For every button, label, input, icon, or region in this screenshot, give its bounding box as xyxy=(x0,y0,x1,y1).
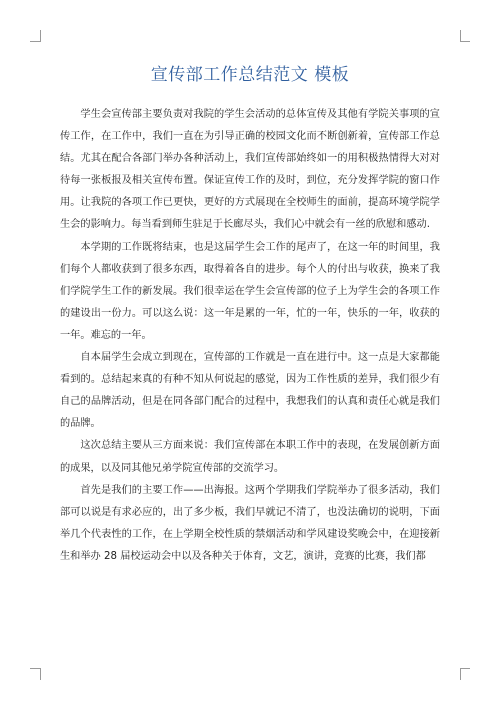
crop-mark-bottom-left-v xyxy=(40,668,41,680)
paragraph-1: 学生会宣传部主要负责对我院的学生会活动的总体宣传及其他有学院关事项的宣传工作，在工作中，我们一直在为引导正确的校园文化而不断创新着，宣传部工作总结。尤其在配合各部门举办各种活动上，我们宣传部始终如一的用积极热情得大对对待每一张板报及相关宣传布置。保证宣传工作的及时，到位，充分发挥学院的窗口作用。让我院的各项工作已更快，更好的方式展现在全校师生的面前，提高环境学院学生会的影响力。每当看到师生驻足于长廊尽头，我们心中就会有一丝的欣慰和感动. xyxy=(60,109,440,231)
crop-mark-bottom-left-h xyxy=(30,668,40,669)
crop-mark-top-right-h xyxy=(460,41,470,42)
crop-mark-bottom-right-h xyxy=(460,668,470,669)
crop-mark-bottom-right-v xyxy=(460,668,461,680)
crop-mark-top-right-v xyxy=(460,30,461,42)
paragraph-3: 自本届学生会成立到现在，宣传部的工作就是一直在进行中。这一点是大家都能看到的。总结起来真的有种不知从何说起的感觉，因为工作性质的差异，我们很少有自己的品牌活动，但是在同各部门配合的过程中，我想我们的认真和责任心就是我们的品牌。 xyxy=(60,352,440,430)
paragraph-5: 首先是我们的主要工作——出海报。这两个学期我们学院举办了很多活动，我们部可以说是有求必应的，出了多少板，我们早就记不清了，也没法确切的说明，下面举几个代表性的工作，在上学期全校性质的禁烟活动和学风建设奖晚会中，在迎接新生和举办 28 届校运动会中以及各种关于体育，文艺，演讲，竞赛的比赛，我们都 xyxy=(60,484,440,562)
document-body xyxy=(60,104,440,568)
paragraph-4: 这次总结主要从三方面来说：我们宣传部在本职工作中的表现，在发展创新方面的成果，以及同其他兄弟学院宣传部的交流学习。 xyxy=(60,440,440,474)
document-title: 宣传部工作总结范文 模板 xyxy=(150,65,350,85)
crop-mark-top-left-h xyxy=(30,41,40,42)
paragraph-2: 本学期的工作既将结束，也是这届学生会工作的尾声了，在这一年的时间里，我们每个人都收获到了很多东西，取得着各自的进步。每个人的付出与收获，换来了我们学院学生工作的新发展。我们很幸运在学生会宣传部的位子上为学生会的各项工作的建设出一份力。可以这么说：这一年是累的一年，忙的一年，快乐的一年，收获的一年。难忘的一年。 xyxy=(60,241,440,341)
crop-mark-top-left-v xyxy=(40,30,41,42)
